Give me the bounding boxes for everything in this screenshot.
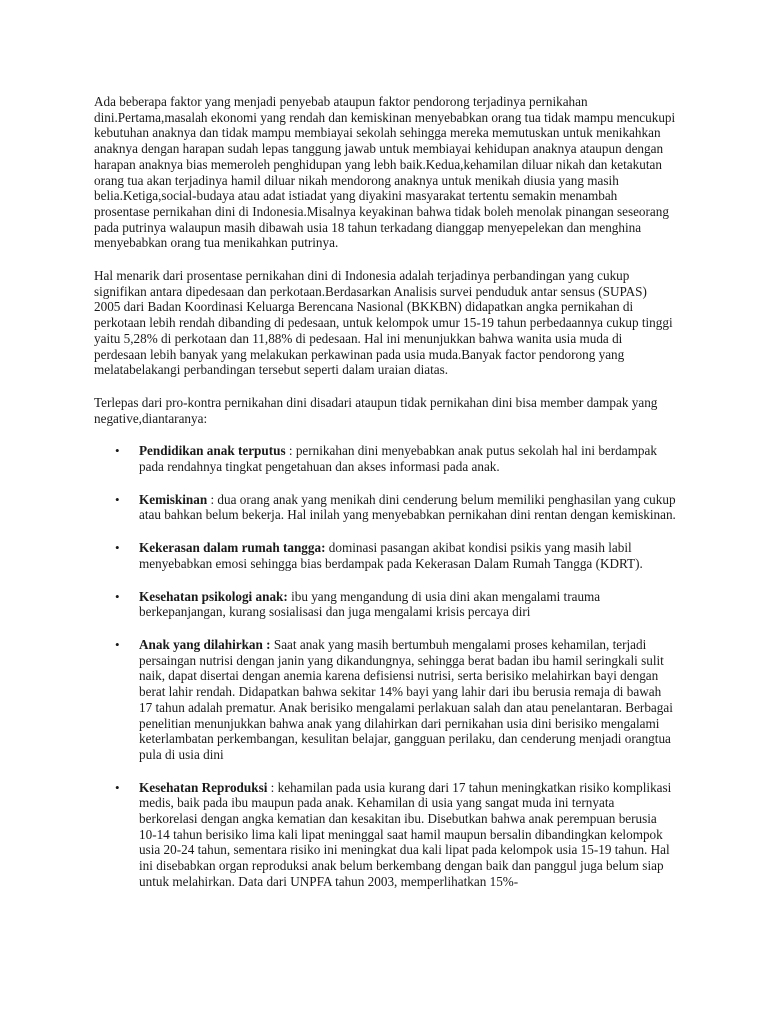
list-item-reproductive-health — [94, 780, 676, 890]
list-item-domestic-violence — [94, 540, 676, 571]
impact-text: dominasi pasangan akibat kondisi psikis yang masih labil menyebabkan emosi sehingga bias berdampak pada Kekerasan Dalam Rumah Tangga (KDRT). — [139, 540, 643, 571]
impact-term: Pendidikan anak terputus — [139, 443, 286, 459]
impact-text: : dua orang anak yang menikah dini cenderung belum memiliki penghasilan yang cukup atau bahkan belum bekerja. Hal inilah yang menyebabkan pernikahan dini rentan dengan kemiskinan. — [139, 491, 676, 523]
list-item-children-born — [94, 637, 676, 763]
paragraph-causes: Ada beberapa faktor yang menjadi penyebab ataupun faktor pendorong terjadinya pernikahan dini.Pertama,masalah ekonomi yang rendah dan kemiskinan menyebabkan orang tua tidak mampu mencukupi kebutuhan anaknya dan tidak mampu membiayai sekolah sehingga mereka memutuskan untuk menikahkan anaknya dengan harapan sudah lepas tanggung jawab untuk membiayai kehidupan anaknya ataupun dengan harapan anaknya bias memeroleh penghidupan yang lebh baik.Kedua,kehamilan diluar nikah dan ketakutan orang tua akan terjadinya hamil diluar nikah mendorong anaknya untuk menikah diusia yang masih belia.Ketiga,social-budaya atau adat istiadat yang diyakini masyarakat tertentu semakin menambah prosentase pernikahan dini di Indonesia.Misalnya keyakinan bahwa tidak boleh menolak pinangan seseorang pada putrinya walaupun masih dibawah usia 18 tahun terkadang dianggap menyepelekan dan menghina menyebabkan orang tua menikahkan putrinya. — [94, 94, 676, 251]
bullet-icon: • — [115, 491, 120, 507]
bullet-icon: • — [115, 540, 120, 556]
impact-term: Kekerasan dalam rumah tangga: — [139, 540, 326, 556]
list-item-psychological-health — [94, 589, 676, 620]
list-item-poverty — [94, 492, 676, 523]
impact-term: Kemiskinan — [139, 491, 208, 507]
impacts-list — [94, 443, 676, 889]
bullet-icon: • — [115, 779, 120, 795]
impact-term: Anak yang dilahirkan : — [139, 636, 271, 652]
impact-text: : kehamilan pada usia kurang dari 17 tahun meningkatkan risiko komplikasi medis, baik pada ibu maupun pada anak. Kehamilan di usia yang sangat muda ini ternyata berkorelasi dengan angka kematian dan kesakitan ibu. Disebutkan bahwa anak perempuan berusia 10-14 tahun berisiko lima kali lipat meninggal saat hamil maupun bersalin dibandingkan kelompok usia 20-24 tahun, sementara risiko ini meningkat dua kali lipat pada kelompok usia 15-19 tahun. Hal ini disebabkan organ reproduksi anak belum berkembang dengan baik dan panggul juga belum siap untuk melahirkan. Data dari UNPFA tahun 2003, memperlihatkan 15%- — [139, 779, 672, 889]
bullet-icon: • — [115, 588, 120, 604]
impact-text: ibu yang mengandung di usia dini akan mengalami trauma berkepanjangan, kurang sosialisasi dan juga mengalami krisis percaya diri — [139, 588, 601, 620]
bullet-icon: • — [115, 443, 120, 459]
paragraph-impacts-intro: Terlepas dari pro-kontra pernikahan dini disadari ataupun tidak pernikahan dini bisa member dampak yang negative,diantaranya: — [94, 394, 658, 426]
impact-text: Saat anak yang masih bertumbuh mengalami proses kehamilan, terjadi persaingan nutrisi dengan janin yang dikandungnya, sehingga berat badan ibu hamil seringkali sulit naik, dapat disertai dengan anemia karena defisiensi nutrisi, serta berisiko melahirkan bayi dengan berat lahir rendah. Didapatkan bahwa sekitar 14% bayi yang lahir dari ibu berusia remaja di bawah 17 tahun adalah prematur. Anak berisiko mengalami perlakuan salah dan atau penelantaran. Berbagai penelitian menunjukkan bahwa anak yang dilahirkan dari pernikahan usia dini berisiko mengalami keterlambatan perkembangan, kesulitan belajar, gangguan perilaku, dan cenderung menjadi orangtua pula di usia dini — [139, 636, 673, 762]
impact-term: Kesehatan Reproduksi — [139, 779, 268, 795]
impact-text: : pernikahan dini menyebabkan anak putus sekolah hal ini berdampak pada rendahnya tingkat pengetahuan dan akses informasi pada anak. — [139, 443, 657, 475]
list-item-education — [94, 443, 676, 474]
bullet-icon: • — [115, 636, 120, 652]
paragraph-urban-rural-comparison: Hal menarik dari prosentase pernikahan dini di Indonesia adalah terjadinya perbandingan yang cukup signifikan antara dipedesaan dan perkotaan.Berdasarkan Analisis survei penduduk antar sensus (SUPAS) 2005 dari Badan Koordinasi Keluarga Berencana Nasional (BKKBN) didapatkan angka pernikahan di perkotaan lebih rendah dibanding di pedesaan, untuk kelompok umur 15-19 tahun perbedaannya cukup tinggi yaitu 5,28% di perkotaan dan 11,88% di pedesaan. Hal ini menunjukkan bahwa wanita usia muda di perdesaan lebih banyak yang melakukan perkawinan pada usia muda.Banyak factor pendorong yang melatabelakangi perbandingan tersebut seperti dalam uraian diatas. — [94, 268, 673, 378]
impact-term: Kesehatan psikologi anak: — [139, 588, 288, 604]
